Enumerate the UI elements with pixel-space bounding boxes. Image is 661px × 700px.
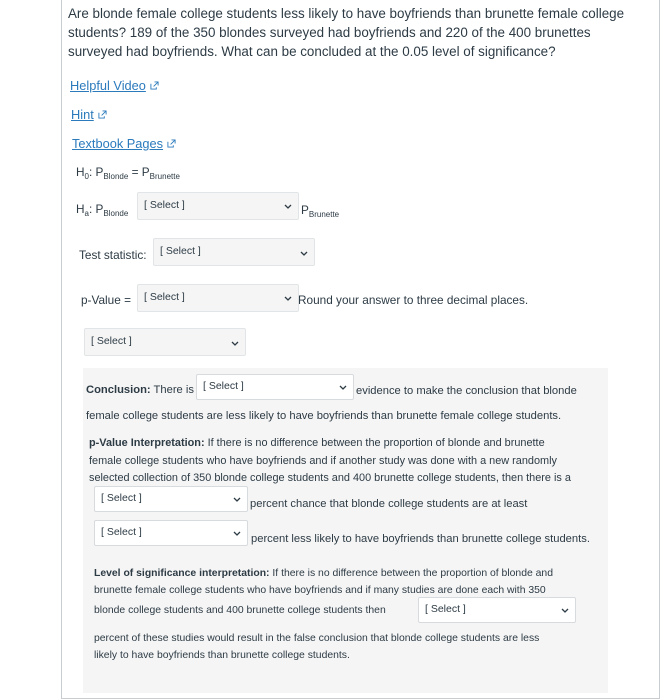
chevron-down-icon — [300, 251, 308, 257]
pvalue-after-select-1: percent chance that blonde college students are at least — [250, 498, 528, 510]
significance-interpretation: Level of significance interpretation: If there is no difference between the proportion of blonde and brunette female college students who have boyfriends and if many studies are done each with 350 — [94, 568, 553, 596]
conclusion-prefix: Conclusion: There is — [86, 384, 194, 396]
chevron-down-icon — [561, 608, 569, 614]
helpful-video-link[interactable] — [70, 78, 159, 93]
alternative-hypothesis-left: $H_a$: $P_{Blonde}$ — [76, 202, 129, 218]
external-link-icon — [150, 81, 159, 90]
helpful-video-label: Helpful Video — [70, 78, 146, 93]
pvalue-percent-select-2[interactable]: [ Select ] — [94, 520, 248, 546]
significance-text-4: percent of these studies would result in the false conclusion that blonde college students are less likely to have boyfriends than brunette college students. — [94, 633, 540, 661]
ha-operator-select[interactable]: [ Select ] — [137, 192, 299, 220]
alternative-hypothesis-right: $P_{Brunette}$ — [301, 203, 340, 219]
chevron-down-icon — [284, 204, 292, 210]
conclusion-line-2: female college students are less likely to have boyfriends than brunette female college students. — [86, 410, 562, 422]
pvalue-after-select-2: percent less likely to have boyfriends than brunette college students. — [251, 533, 590, 545]
p-value-select[interactable]: [ Select ] — [137, 284, 299, 312]
external-link-icon — [167, 139, 176, 148]
p-value-interpretation: p-Value Interpretation: If there is no difference between the proportion of blonde and brunette female college students who have boyfriends and if another study was done with a new randomly selected collection of 350 blonde college students and 400 brunette college students, then there is a — [89, 437, 571, 484]
test-statistic-select[interactable]: [ Select ] — [153, 238, 315, 266]
null-hypothesis: $H_0$: $P_{Blonde} = P_{Brunette}$ — [76, 165, 180, 181]
textbook-pages-link[interactable] — [72, 136, 176, 151]
hint-link[interactable] — [71, 107, 107, 122]
chevron-down-icon — [339, 385, 347, 391]
chevron-down-icon — [231, 341, 239, 347]
hint-label: Hint — [71, 107, 94, 122]
external-link-icon — [98, 110, 107, 119]
question-text: Are blonde female college students less likely to have boyfriends than brunette female college students? 189 of the 350 blondes surveyed had boyfriends and 220 of the 400 brunettes surveyed had boyfriends. What can be concluded at the 0.05 level of significance? — [68, 6, 625, 59]
pvalue-percent-select[interactable]: [ Select ] — [94, 486, 248, 512]
round-note: Round your answer to three decimal places. — [298, 293, 529, 307]
textbook-pages-label: Textbook Pages — [72, 136, 164, 151]
significance-text-3: blonde college students and 400 brunette college students then — [94, 605, 386, 616]
p-value-label: p-Value = — [81, 293, 131, 307]
conclusion-suffix: evidence to make the conclusion that blonde — [356, 385, 577, 397]
chevron-down-icon — [233, 531, 241, 537]
decision-select[interactable]: [ Select ] — [84, 328, 246, 356]
evidence-select[interactable]: [ Select ] — [196, 374, 354, 400]
significance-select[interactable]: [ Select ] — [418, 597, 576, 623]
test-statistic-label: Test statistic: — [79, 248, 147, 262]
chevron-down-icon — [284, 296, 292, 302]
chevron-down-icon — [233, 497, 241, 503]
